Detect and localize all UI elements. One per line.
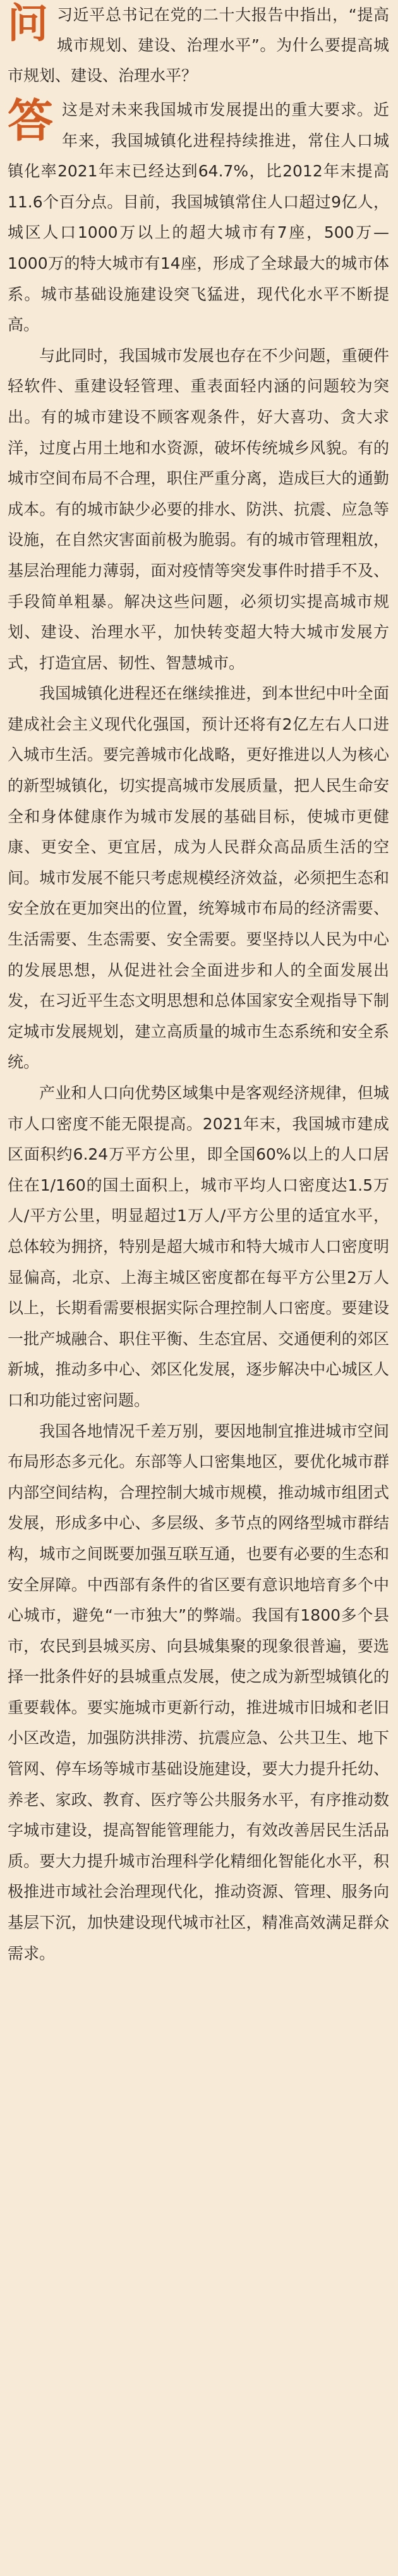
question-text: 习近平总书记在党的二十大报告中指出，“提高城市规划、建设、治理水平”。为什么要提高城市规划、建设、治理水平？: [8, 6, 389, 85]
answer-paragraph-1: 这是对未来我国城市发展提出的重大要求。近年来，我国城镇化进程持续推进，常住人口城镇化率2021年末已经达到64.7%，比2012年末提高11.6个百分点。目前，我国城镇常住人口超过9亿人，城区人口1000万以上的超大城市有7座，500万—1000万的特大城市有14座，形成了全球最大的城市体系。城市基础设施建设突飞猛进，现代化水平不断提高。: [8, 101, 389, 334]
answer-paragraph-2: 与此同时，我国城市发展也存在不少问题，重硬件轻软件、重建设轻管理、重表面轻内涵的问题较为突出。有的城市建设不顾客观条件，好大喜功、贪大求洋，过度占用土地和水资源，破坏传统城乡风貌。有的城市空间布局不合理，职住严重分离，造成巨大的通勤成本。有的城市缺少必要的排水、防洪、抗震、应急等设施，在自然灾害面前极为脆弱。有的城市管理粗放，基层治理能力薄弱，面对疫情等突发事件时措手不及、手段简单粗暴。解决这些问题，必须切实提高城市规划、建设、治理水平，加快转变超大特大城市发展方式，打造宜居、韧性、智慧城市。: [8, 346, 389, 672]
answer-marker: 答: [8, 94, 54, 147]
answer-paragraph-5: 我国各地情况千差万别，要因地制宜推进城市空间布局形态多元化。东部等人口密集地区，要优化城市群内部空间结构，合理控制大城市规模，推动城市组团式发展，形成多中心、多层级、多节点的网络型城市群结构，城市之间既要加强互联互通，也要有必要的生态和安全屏障。中西部有条件的省区要有意识地培育多个中心城市，避免“一市独大”的弊端。我国有1800多个县市，农民到县城买房、向县城集聚的现象很普遍，要选择一批条件好的县城重点发展，使之成为新型城镇化的重要载体。要实施城市更新行动，推进城市旧城和老旧小区改造，加强防洪排涝、抗震应急、公共卫生、地下管网、停车场等城市基础设施建设，要大力提升托幼、养老、家政、教育、医疗等公共服务水平，有序推动数字城市建设，提高智能管理能力，有效改善居民生活品质。要大力提升城市治理科学化精细化智能化水平，积极推进市域社会治理现代化，推动资源、管理、服务向基层下沉，加快建设现代城市社区，精准高效满足群众需求。: [8, 1421, 389, 1963]
answer-block: [8, 95, 389, 1969]
question-marker: 问: [8, 0, 48, 47]
answer-paragraph-4: 产业和人口向优势区域集中是客观经济规律，但城市人口密度不能无限提高。2021年末，我国城市建成区面积约6.24万平方公里，即全国60%以上的人口居住在1/160的国土面积上，城市平均人口密度达1.5万人/平方公里，明显超过1万人/平方公里的适宜水平，总体较为拥挤，特别是超大城市和特大城市人口密度明显偏高，北京、上海主城区密度都在每平方公里2万人以上，长期看需要根据实际合理控制人口密度。要建设一批产城融合、职住平衡、生态宜居、交通便利的郊区新城，推动多中心、郊区化发展，逐步解决中心城区人口和功能过密问题。: [8, 1084, 389, 1409]
question-block: [8, 0, 389, 91]
answer-paragraph-3: 我国城镇化进程还在继续推进，到本世纪中叶全面建成社会主义现代化强国，预计还将有2亿左右人口进入城市生活。要完善城市化战略，更好推进以人为核心的新型城镇化，切实提高城市发展质量，把人民生命安全和身体健康作为城市发展的基础目标，使城市更健康、更安全、更宜居，成为人民群众高品质生活的空间。城市发展不能只考虑规模经济效益，必须把生态和安全放在更加突出的位置，统筹城市布局的经济需要、生活需要、生态需要、安全需要。要坚持以人民为中心的发展思想，从促进社会全面进步和人的全面发展出发，在习近平生态文明思想和总体国家安全观指导下制定城市发展规划，建立高质量的城市生态系统和安全系统。: [8, 684, 389, 1072]
